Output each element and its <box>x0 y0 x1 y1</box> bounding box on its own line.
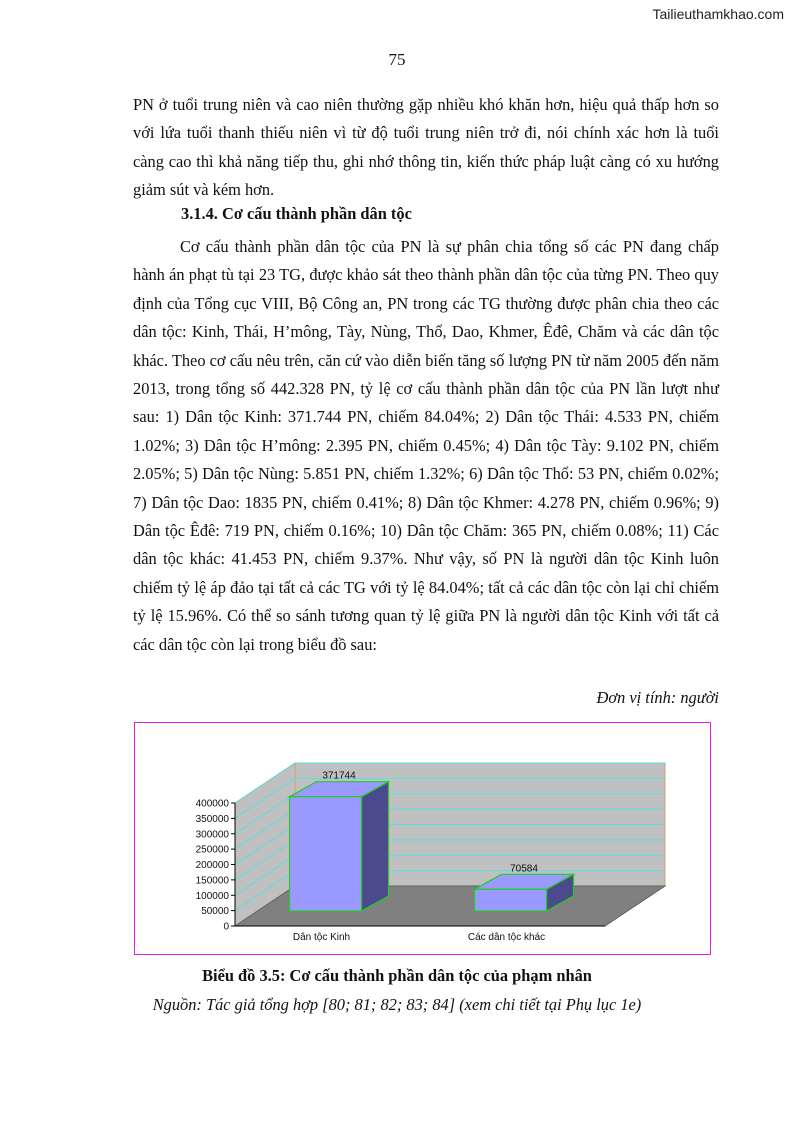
unit-note: Đơn vị tính: người <box>596 688 719 707</box>
y-tick-label: 400000 <box>195 798 229 810</box>
page-number: 75 <box>388 50 406 69</box>
x-tick-label: Dân tộc Kinh <box>292 932 351 943</box>
y-tick-label: 250000 <box>195 844 229 856</box>
chart-source: Nguồn: Tác giả tổng hợp [80; 81; 82; 83; 84] (xem chi tiết tại Phụ lục 1e) <box>152 995 642 1014</box>
paragraph-2: Cơ cấu thành phần dân tộc của PN là sự phân chia tổng số các PN đang chấp hành án phạt tù tại 23 TG, được khảo sát theo thành phần dân tộc của từng PN. Theo quy định của Tổng cục VIII, Bộ Công an, PN trong các TG thường được phân chia theo các dân tộc: Kinh, Thái, H’mông, Tày, Nùng, Thổ, Dao, Khmer, Êđê, Chăm và các dân tộc khác. Theo cơ cấu nêu trên, căn cứ vào diễn biến tăng số lượng PN từ năm 2005 đến năm 2013, trong tổng số 442.328 PN, tỷ lệ cơ cấu thành phần dân tộc của PN lần lượt như sau: 1) Dân tộc Kinh: 371.744 PN, chiếm 84.04%; 2) Dân tộc Thái: 4.533 PN, chiếm 1.02%; 3) Dân tộc H’mông: 2.395 PN, chiếm 0.45%; 4) Dân tộc Tày: 9.102 PN, chiếm 2.05%; 5) Dân tộc Nùng: 5.851 PN, chiếm 1.32%; 6) Dân tộc Thổ: 53 PN, chiếm 0.02%; 7) Dân tộc Dao: 1835 PN, chiếm 0.41%; 8) Dân tộc Khmer: 4.278 PN, chiếm 0.96%; 9) Dân tộc Êđê: 719 PN, chiếm 0.16%; 10) Dân tộc Chăm: 365 PN, chiếm 0.08%; 11) Các dân tộc khác: 41.453 PN, chiếm 9.37%. Như vậy, số PN là người dân tộc Kinh luôn chiếm tỷ lệ áp đảo tại tất cả các TG với tỷ lệ 84.04%; tất cả các dân tộc còn lại chỉ chiếm tỷ lệ 15.96%. Có thể so sánh tương quan tỷ lệ giữa PN là người dân tộc Kinh với tất cả các dân tộc còn lại trong biểu đồ sau: <box>133 237 719 654</box>
data-label: 371744 <box>322 770 356 782</box>
y-tick-label: 200000 <box>195 860 229 871</box>
chart-frame <box>134 722 711 955</box>
bar-side <box>362 782 389 911</box>
bar <box>290 797 362 911</box>
y-tick-label: 50000 <box>201 906 229 918</box>
y-tick-label: 150000 <box>195 875 229 887</box>
y-tick-label: 100000 <box>195 890 229 902</box>
y-tick-label: 350000 <box>195 813 229 825</box>
chart-caption: Biểu đồ 3.5: Cơ cấu thành phần dân tộc của phạm nhân <box>202 966 592 985</box>
y-tick-label: 300000 <box>195 829 229 841</box>
section-heading: 3.1.4. Cơ cấu thành phần dân tộc <box>181 204 412 223</box>
y-tick-label: 0 <box>223 921 229 933</box>
paragraph-1: PN ở tuổi trung niên và cao niên thường gặp nhiều khó khăn hơn, hiệu quả thấp hơn so với lứa tuổi thanh thiếu niên vì từ độ tuổi trung niên trở đi, nói chính xác hơn là tuổi càng cao thì khả năng tiếp thu, ghi nhớ thông tin, kiến thức pháp luật càng có xu hướng giảm sút và kém hơn. <box>133 95 719 200</box>
watermark: Tailieuthamkhao.com <box>652 6 784 22</box>
bar <box>475 889 547 911</box>
x-tick-label: Các dân tộc khác <box>467 932 546 943</box>
data-label: 70584 <box>510 863 538 875</box>
bar-chart <box>135 723 712 956</box>
